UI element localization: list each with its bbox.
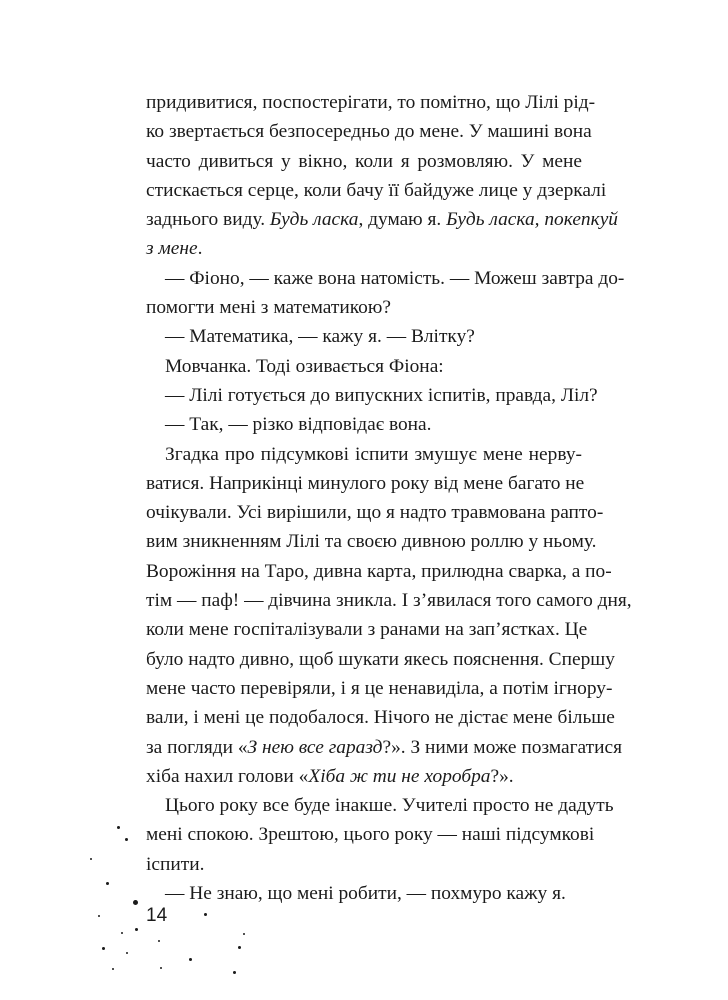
star-dot <box>102 947 105 950</box>
text-line: помогти мені з математикою? <box>146 297 391 319</box>
text-line: — Не знаю, що мені робити, — похмуро кажу я. <box>165 883 566 905</box>
text-line: тім — паф! — дівчина зникла. І з’явилася того самого дня, <box>146 590 632 612</box>
text-line: заднього виду. Будь ласка, думаю я. Будь ласка, покепкуй <box>146 209 618 231</box>
star-dot <box>133 900 138 905</box>
star-dot <box>189 958 192 961</box>
star-dot <box>160 967 162 969</box>
text-line: — Так, — різко відповідає вона. <box>165 414 432 436</box>
text-line: було надто дивно, щоб шукати якесь пояснення. Спершу <box>146 648 615 670</box>
text-line: вали, і мені це подобалося. Нічого не дістає мене більше <box>146 707 615 729</box>
star-dot <box>117 826 120 829</box>
text-line: — Лілі готується до випускних іспитів, правда, Ліл? <box>165 384 598 406</box>
star-dot <box>243 933 245 935</box>
text-line: Ворожіння на Таро, дивна карта, прилюдна сварка, а по- <box>146 560 612 582</box>
star-dot <box>121 932 123 934</box>
star-dot <box>158 940 160 942</box>
text-line: — Фіоно, — каже вона натомість. — Можеш завтра до- <box>165 267 625 289</box>
star-dot <box>98 915 100 917</box>
text-line: придивитися, поспостерігати, то помітно, що Лілі рід- <box>146 92 596 113</box>
text-line: за погляди «З нею все гаразд?». З ними може позмагатися <box>146 736 623 758</box>
star-dot <box>106 882 109 885</box>
text-line: часто дивиться у вікно, коли я розмовляю. У мене <box>146 150 582 172</box>
text-line: з мене. <box>146 238 203 260</box>
star-dot <box>204 913 207 916</box>
text-line: ко звертається безпосередньо до мене. У машині вона <box>146 121 592 143</box>
text-line: ватися. Наприкінці минулого року від мене багато не <box>146 472 585 494</box>
text-line: Згадка про підсумкові іспити змушує мене нерву- <box>165 443 582 465</box>
text-line: вим зникненням Лілі та своєю дивною роллю у ньому. <box>146 531 597 553</box>
text-line: стискається серце, коли бачу її байдуже лице у дзеркалі <box>146 179 607 201</box>
star-dot <box>135 928 138 931</box>
star-dot <box>90 858 92 860</box>
text-line: очікували. Усі вирішили, що я надто травмована рапто- <box>146 502 604 524</box>
star-dot <box>125 838 128 841</box>
text-line: — Математика, — кажу я. — Влітку? <box>165 326 475 348</box>
star-dot <box>233 971 236 974</box>
text-line: іспити. <box>146 853 205 875</box>
text-line: коли мене госпіталізували з ранами на зап’ястках. Це <box>146 619 588 641</box>
text-line: мені спокою. Зрештою, цього року — наші підсумкові <box>146 824 595 846</box>
body-text <box>146 88 632 908</box>
page-number: 14 <box>146 905 168 926</box>
text-line: Цього року все буде інакше. Учителі просто не дадуть <box>165 795 614 817</box>
text-line: мене часто перевіряли, і я це ненавиділа, а потім ігнору- <box>146 677 613 699</box>
star-dot <box>112 968 114 970</box>
text-line: Мовчанка. Тоді озивається Фіона: <box>165 355 444 377</box>
star-dot <box>238 946 241 949</box>
star-dot <box>126 952 128 954</box>
text-line: хіба нахил голови «Хіба ж ти не хоробра?». <box>146 765 514 787</box>
